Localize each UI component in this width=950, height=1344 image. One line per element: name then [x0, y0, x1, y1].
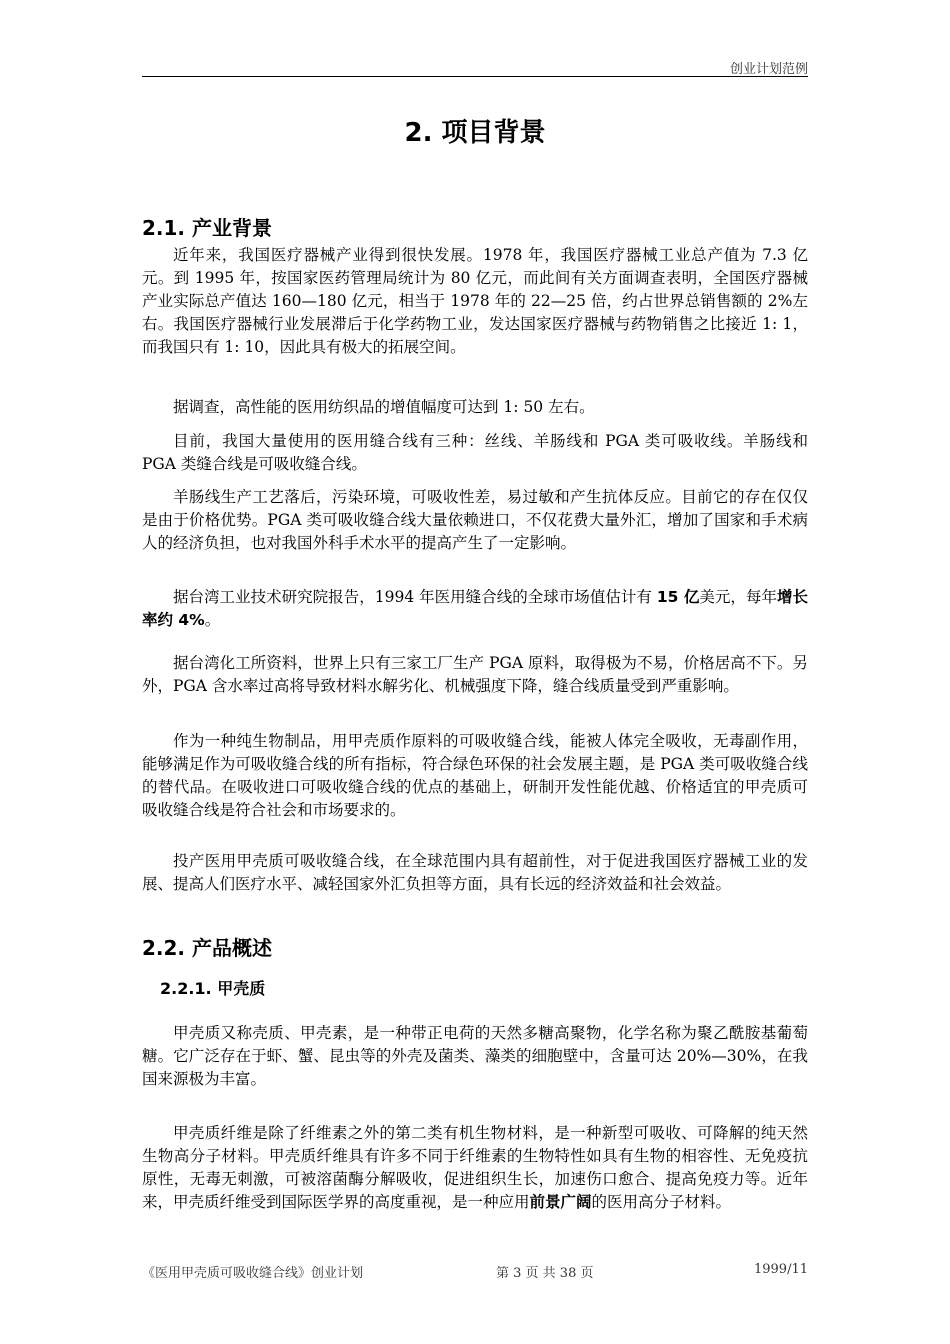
running-header: 创业计划范例 [729, 62, 808, 77]
paragraph-chitin-suture: 作为一种纯生物制品，用甲壳质作原料的可吸收缝合线，能被人体完全吸收，无毒副作用，能够满足作为可吸收缝合线的所有指标，符合绿色环保的社会发展主题，是 PGA 类可吸收缝合线的替代品。在吸收进口可吸收缝合线的优点的基础上，研制开发性能优越、价格适宜的甲壳质可吸收缝合线是符合社会和市场要求的。 [142, 732, 808, 819]
footer-date: 1999/11 [753, 1262, 808, 1277]
market-value-text-2: 美元，每年 [699, 588, 777, 606]
section-heading-overview: 2.2. 产品概述 [142, 936, 272, 960]
chitin-fiber-text-1: 甲壳质纤维是除了纤维素之外的第二类有机生物材料，是一种新型可吸收、可降解的纯天然生物高分子材料。甲壳质纤维具有许多不同于纤维素的生物特性如具有生物的相容性、无免疫抗原性，无毒无刺激，可被溶菌酶分解吸收，促进组织生长，加速伤口愈合、提高免疫力等。近年来，甲壳质纤维受到国际医学界的高度重视，是一种应用 [142, 1124, 808, 1211]
section-heading-industry: 2.1. 产业背景 [142, 216, 272, 240]
paragraph-pga-supply: 据台湾化工所资料，世界上只有三家工厂生产 PGA 原料，取得极为不易，价格居高不下。另外，PGA 含水率过高将导致材料水解劣化、机械强度下降，缝合线质量受到严重影响。 [142, 654, 808, 695]
market-value-text-3: 。 [204, 611, 221, 629]
market-value-text-1: 据台湾工业技术研究院报告，1994 年医用缝合线的全球市场值估计有 [173, 588, 657, 606]
broad-prospect-highlight: 前景广阔 [529, 1193, 592, 1211]
chapter-title: 2. 项目背景 [404, 118, 546, 148]
paragraph-catgut-issues: 羊肠线生产工艺落后，污染环境，可吸收性差，易过敏和产生抗体反应。目前它的存在仅仅是由于价格优势。PGA 类可吸收缝合线大量依赖进口，不仅花费大量外汇，增加了国家和手术病人的经济负担，也对我国外科手术水平的提高产生了一定影响。 [142, 488, 808, 552]
paragraph-suture-types: 目前，我国大量使用的医用缝合线有三种：丝线、羊肠线和 PGA 类可吸收线。羊肠线和 PGA 类缝合线是可吸收缝合线。 [142, 432, 808, 473]
market-value-highlight: 15 亿 [656, 588, 700, 606]
paragraph-production-benefit: 投产医用甲壳质可吸收缝合线，在全球范围内具有超前性，对于促进我国医疗器械工业的发展、提高人们医疗水平、减轻国家外汇负担等方面，具有长远的经济效益和社会效益。 [142, 852, 808, 893]
growth-rate-highlight: 增长率约 4% [142, 588, 808, 629]
chitin-fiber-text-2: 的医用高分子材料。 [591, 1193, 732, 1211]
paragraph-industry-growth: 近年来，我国医疗器械产业得到很快发展。1978 年，我国医疗器械工业总产值为 7.3 亿元。到 1995 年，按国家医药管理局统计为 80 亿元，而此间有关方面调查表明，全国医疗器械产业实际总产值达 160—180 亿元，相当于 1978 年的 22—25 倍，约占世界总销售额的 2%左右。我国医疗器械行业发展滞后于化学药物工业，发达国家医疗器械与药物销售之比接近 1: 1，而我国只有 1: 10，因此具有极大的拓展空间。 [142, 246, 808, 356]
subsection-heading-chitin: 2.2.1. 甲壳质 [160, 979, 266, 998]
paragraph-market-value [142, 586, 808, 632]
paragraph-chitin-fiber [142, 1122, 808, 1214]
footer-page-info: 第 3 页 共 38 页 [496, 1266, 594, 1281]
paragraph-chitin-definition: 甲壳质又称壳质、甲壳素，是一种带正电荷的天然多糖高聚物，化学名称为聚乙酰胺基葡萄糖。它广泛存在于虾、蟹、昆虫等的外壳及菌类、藻类的细胞壁中，含量可达 20%—30%，在我国来源极为丰富。 [142, 1024, 808, 1088]
header-divider [142, 76, 808, 77]
footer-doc-title: 《医用甲壳质可吸收缝合线》创业计划 [142, 1266, 364, 1281]
paragraph-value-added: 据调查，高性能的医用纺织品的增值幅度可达到 1: 50 左右。 [173, 398, 595, 416]
